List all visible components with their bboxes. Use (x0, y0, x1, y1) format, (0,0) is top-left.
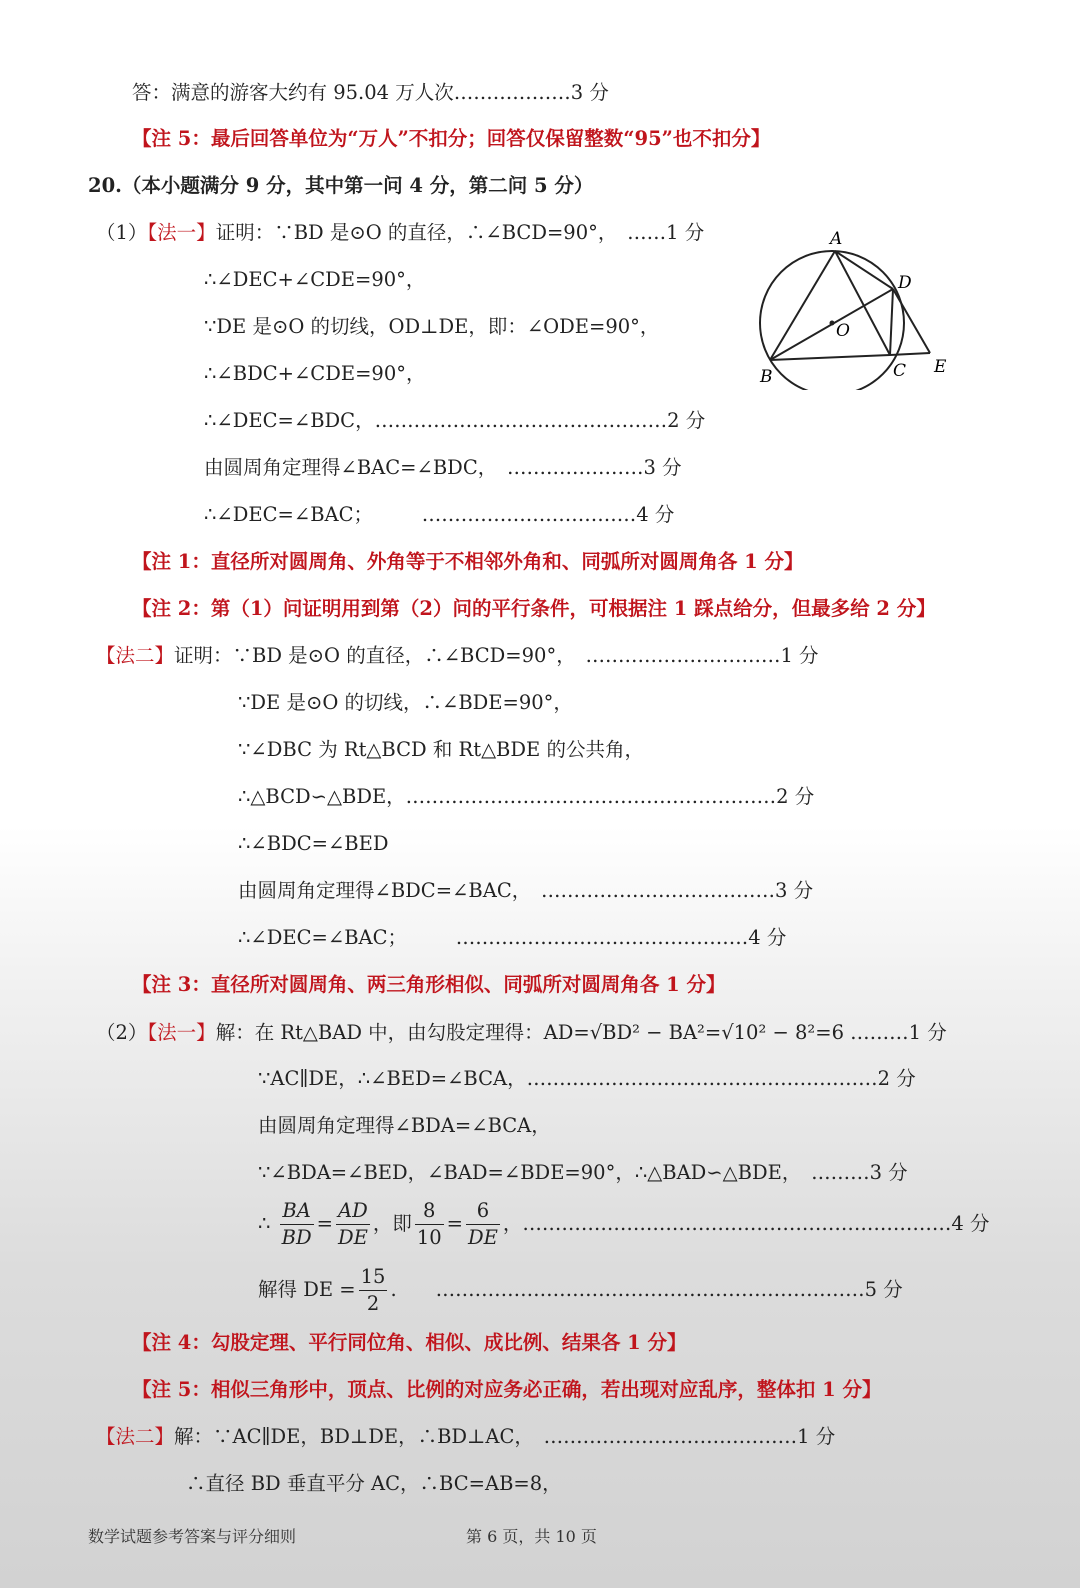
note-3: 【注 3：直径所对圆周角、两三角形相似、同弧所对圆周角各 1 分】 (132, 973, 726, 996)
solve-den: 2 (366, 1292, 380, 1315)
p1-m2-line-6: ∴∠DEC=∠BAC； ………………………………………4 分 (238, 926, 787, 949)
ratio-mid: ，即 (372, 1212, 412, 1235)
fraction-15-2 (359, 1264, 388, 1317)
p2-m1-first-line (96, 1020, 947, 1046)
p1-m2-line-5: 由圆周角定理得∠BDC=∠BAC， ………………………………3 分 (238, 879, 814, 902)
frac3-den: 10 (416, 1226, 442, 1249)
p2-m1-line-4: ∵∠BDA=∠BED，∠BAD=∠BDE=90°，∴△BAD∽△BDE， ………3 分 (258, 1161, 908, 1184)
p1-m2-line-1: ∵DE 是⊙O 的切线，∴∠BDE=90°， (238, 691, 573, 714)
answer-line: 答：满意的游客大约有 95.04 万人次………………3 分 (132, 81, 609, 104)
p1-m1-line-2: ∵DE 是⊙O 的切线，OD⊥DE，即：∠ODE=90°， (204, 315, 660, 338)
p1-m2-first-line (96, 643, 819, 669)
label-d: D (898, 273, 912, 293)
center-o-dot (830, 321, 835, 326)
frac4-den: DE (468, 1226, 498, 1249)
p2-m2-line-1: 解：∵AC∥DE，BD⊥DE，∴BD⊥AC， …………………………………1 分 (174, 1425, 836, 1448)
p2-m2-first-line (96, 1424, 835, 1450)
frac3-num: 8 (415, 1198, 444, 1225)
note-5-top: 【注 5：最后回答单位为“万人”不扣分；回答仅保留整数“95”也不扣分】 (132, 127, 771, 150)
frac1-num: BA (280, 1198, 314, 1225)
frac2-num: AD (336, 1198, 370, 1225)
seg-ce (890, 353, 930, 355)
footer-page-number: 第 6 页，共 10 页 (466, 1527, 597, 1546)
note-5-bottom: 【注 5：相似三角形中，顶点、比例的对应务必正确，若出现对应乱序，整体扣 1 分】 (132, 1378, 882, 1401)
solve-num: 15 (359, 1264, 388, 1291)
p1-m1-line-1: ∴∠DEC+∠CDE=90°， (204, 268, 426, 291)
p1-m2-label: 【法二】 (96, 644, 175, 667)
p2-prefix: （2） (96, 1021, 148, 1044)
seg-dc (890, 289, 893, 355)
p2-m1-label: 【法一】 (147, 1021, 216, 1044)
p2-m1-line-3: 由圆周角定理得∠BDA=∠BCA， (258, 1114, 551, 1137)
ratio-tail: ，…………………………………………………………4 分 (502, 1212, 990, 1235)
seg-ad (835, 251, 893, 289)
ratio-lead: ∴ (258, 1212, 271, 1235)
solve-tail: . …………………………………………………………5 分 (390, 1278, 903, 1301)
fraction-ba-bd (280, 1198, 314, 1251)
fraction-ad-de (336, 1198, 370, 1251)
label-e: E (934, 357, 947, 377)
seg-bc (770, 355, 890, 360)
p1-m1-line-0: 证明：∵BD 是⊙O 的直径，∴∠BCD=90°， ……1 分 (215, 221, 705, 244)
p2-m2-line-2: ∴直径 BD 垂直平分 AC，∴BC=AB=8， (186, 1472, 562, 1495)
solve-lead: 解得 DE = (258, 1278, 356, 1301)
p2-solve-line (258, 1264, 903, 1317)
label-o: O (836, 321, 850, 341)
p1-prefix: （1） (96, 221, 148, 244)
p2-m2-label: 【法二】 (96, 1425, 175, 1448)
p1-m2-line-0: 证明：∵BD 是⊙O 的直径，∴∠BCD=90°， …………………………1 分 (174, 644, 819, 667)
p1-m1-line-3: ∴∠BDC+∠CDE=90°， (204, 362, 426, 385)
p1-m1-line-4: ∴∠DEC=∠BDC，………………………………………2 分 (204, 409, 706, 432)
seg-de (893, 289, 930, 353)
p2-ratio-line: ∴ $\frac{BA}{BD}$ = $\frac{AD}{DE}$ ，即 $\frac{8}{10}$ = $\frac{6}{DE}$ ，…………………………………………………………4 分 (258, 1199, 990, 1249)
note-2: 【注 2：第（1）问证明用到第（2）问的平行条件，可根据注 1 踩点给分，但最多给 2 分】 (132, 597, 936, 620)
frac1-den: BD (281, 1226, 312, 1249)
footer-title: 数学试题参考答案与评分细则 (88, 1527, 297, 1546)
label-b: B (760, 367, 773, 387)
p1-m2-line-4: ∴∠BDC=∠BED (238, 832, 389, 855)
p1-m2-line-2: ∵∠DBC 为 Rt△BCD 和 Rt△BDE 的公共角， (238, 738, 644, 761)
note-4: 【注 4：勾股定理、平行同位角、相似、成比例、结果各 1 分】 (132, 1331, 687, 1354)
seg-ab (770, 251, 835, 360)
p1-m1-line-5: 由圆周角定理得∠BAC=∠BDC， …………………3 分 (204, 456, 682, 479)
p2-m1-line-1: 解：在 Rt△BAD 中，由勾股定理得：AD=√BD² − BA²=√10² − 8²=6 ………1 分 (215, 1021, 947, 1044)
p1-m2-line-3: ∴△BCD∽△BDE，…………………………………………………2 分 (238, 785, 815, 808)
p1-m1-label: 【法一】 (147, 221, 216, 244)
p1-m1-first-line (96, 220, 704, 246)
fraction-6-de (466, 1198, 500, 1251)
frac2-den: DE (337, 1226, 368, 1249)
frac4-num: 6 (466, 1198, 500, 1225)
geometry-figure (750, 220, 960, 390)
fraction-8-10 (415, 1198, 444, 1251)
p1-m1-line-6: ∴∠DEC=∠BAC； ……………………………4 分 (204, 503, 675, 526)
label-a: A (830, 229, 843, 249)
q20-header: 20.（本小题满分 9 分，其中第一问 4 分，第二问 5 分） (88, 174, 594, 197)
label-c: C (893, 361, 907, 381)
note-1: 【注 1：直径所对圆周角、外角等于不相邻外角和、同弧所对圆周角各 1 分】 (132, 550, 804, 573)
p2-m1-line-2: ∵AC∥DE，∴∠BED=∠BCA，………………………………………………2 分 (258, 1067, 916, 1090)
